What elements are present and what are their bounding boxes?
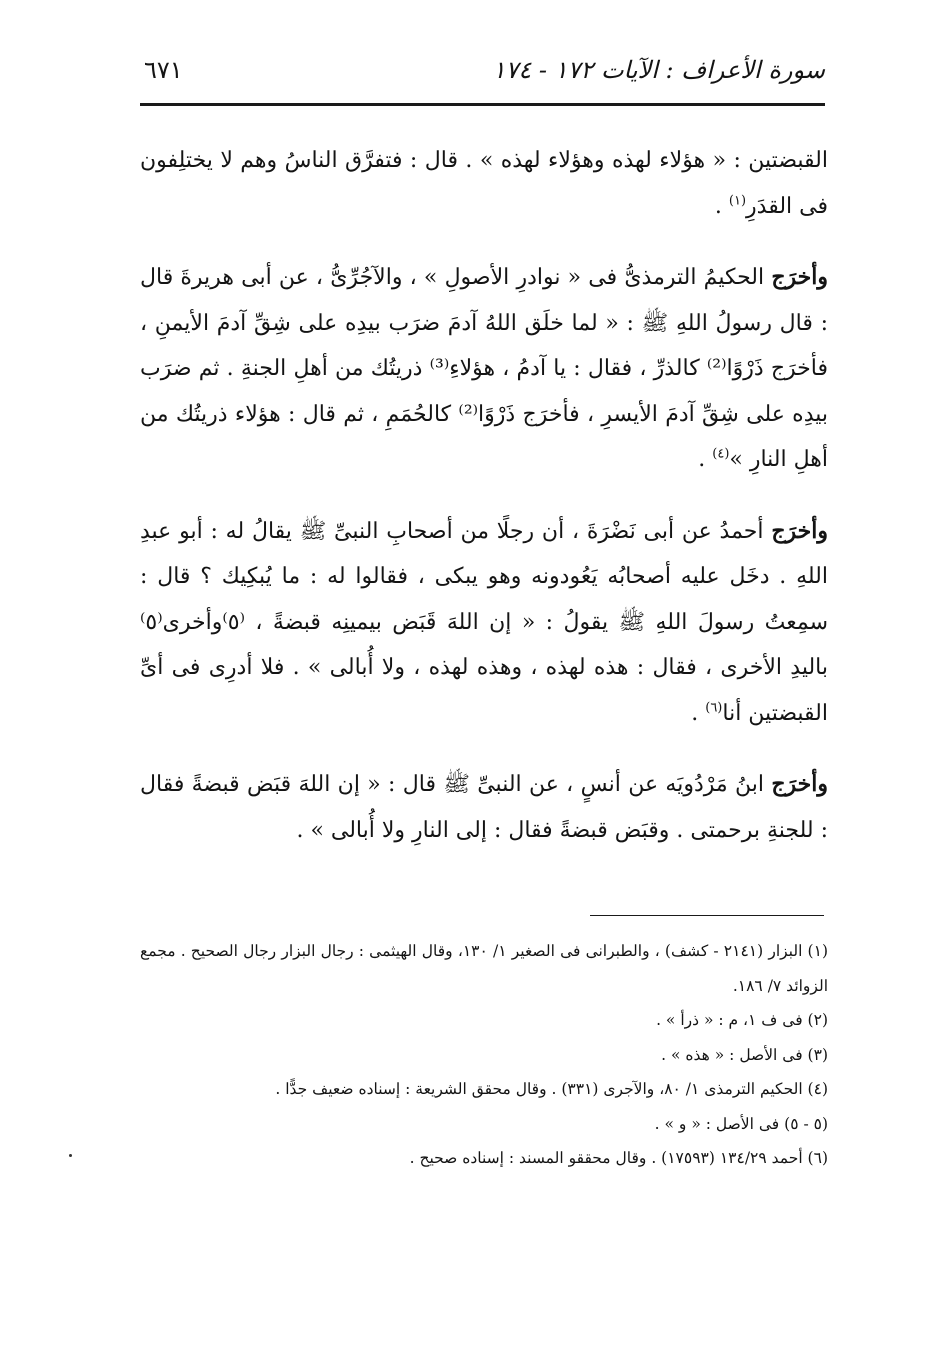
footnote-5: (٥ - ٥) فى الأصل : « و » . <box>654 1114 828 1133</box>
footnote-1: (١) البزار (٢١٤١ - كشف) ، والطبرانى فى الصغير ١/ ١٣٠، وقال الهيثمى : رجال البزار رجال الصحيح . مجمع الزوائد ٧/ ١٨٦. <box>140 942 828 995</box>
footnote-ref: (٦) <box>705 700 723 716</box>
scan-speck <box>69 1154 72 1157</box>
running-header <box>140 56 825 96</box>
paragraph-3: وأخرَج أحمدُ عن أبى نَضْرَةَ ، أن رجلًا من أصحابِ النبىِّ ﷺ يقالُ له : أبو عبدِ اللهِ . دخَل عليه أصحابُه يَعُودونه وهو يبكى ، فقالوا له : ما يُبكِيك ؟ قال : سمِعتُ رسولَ اللهِ ﷺ يقولُ : « إن اللهَ قَبَض بيمينِه قبضةً ، ⁽٥⁾وأخرى⁽٥⁾ باليدِ الأخرى ، فقال : هذه لهذه ، وهذه لهذه ، ولا أُبالى » . فلا أدرِى فى أىِّ القبضتين أنا$^{(٦)}$ . <box>140 517 829 726</box>
footnotes <box>140 934 828 1176</box>
footnote-ref: (٤) <box>712 446 730 462</box>
page-number: ٦٧١ <box>144 56 183 84</box>
footnote-6: (٦) أحمد ١٣٤/٢٩ (١٧٥٩٣) . وقال محققو المسند : إسناده صحيح . <box>409 1149 828 1167</box>
footnote-2: (٢) فى ف ١، م : « ذرأ » . <box>656 1011 828 1029</box>
paragraph-2: وأخرَج الحكيمُ الترمذىُّ فى « نوادرِ الأصولِ » ، والآجُرِّىُّ ، عن أبى هريرةَ قال : قال رسولُ اللهِ ﷺ : « لما خلَق اللهُ آدمَ ضرَب بيدِه على شِقِّ آدمَ الأيمنِ ، فأخرَج ذَرْوًا⁽²⁾ كالذرِّ ، فقال : يا آدمُ ، هؤلاءِ⁽³⁾ ذريتُك من أهلِ الجنةِ . ثم ضرَب بيدِه على شِقِّ آدمَ الأيسرِ ، فأخرَج ذَرْوًا⁽²⁾ كالحُمَمِ ، ثم قال : هؤلاء ذريتُك من أهلِ النارِ »$^{(٤)}$ . <box>140 264 829 472</box>
paragraph-text: الحكيمُ الترمذىُّ فى « نوادرِ الأصولِ » ، والآجُرِّىُّ ، عن أبى هريرةَ قال : قال رسولُ اللهِ ﷺ : « لما خلَق اللهُ آدمَ ضرَب بيدِه على شِقِّ آدمَ الأيمنِ ، فأخرَج ذَرْوًا⁽²⁾ كالذرِّ ، فقال : يا آدمُ ، هؤلاءِ⁽³⁾ ذريتُك من أهلِ الجنةِ . ثم ضرَب بيدِه على شِقِّ آدمَ الأيسرِ ، فأخرَج ذَرْوًا⁽²⁾ كالحُمَمِ ، ثم قال : هؤلاء ذريتُك من أهلِ النارِ » <box>140 265 829 472</box>
paragraph-lead: وأخرَج <box>771 517 828 544</box>
paragraph-1: القبضتين : « هؤلاء لهذه وهؤلاء لهذه » . قال : فتفرَّق الناسُ وهم لا يختلِفون فى القدَرِ$^{(١)}$ . <box>140 148 828 219</box>
paragraph-text: ابنُ مَرْدُويَه عن أنسٍ ، عن النبىِّ ﷺ قال : « إن اللهَ قبَض قبضةً فقال : للجنةِ برحمتى . وقبَض قبضةً فقال : إلى النارِ ولا أُبالى » . <box>140 772 828 843</box>
paragraph-text: أحمدُ عن أبى نَضْرَةَ ، أن رجلًا من أصحابِ النبىِّ ﷺ يقالُ له : أبو عبدِ اللهِ . دخَل عليه أصحابُه يَعُودونه وهو يبكى ، فقالوا له : ما يُبكِيك ؟ قال : سمِعتُ رسولَ اللهِ ﷺ يقولُ : « إن اللهَ قَبَض بيمينِه قبضةً ، ⁽٥⁾وأخرى⁽٥⁾ باليدِ الأخرى ، فقال : هذه لهذه ، وهذه لهذه ، ولا أُبالى » . فلا أدرِى فى أىِّ القبضتين أنا <box>140 518 829 726</box>
main-text <box>140 138 828 853</box>
paragraph-lead: وأخرَج <box>771 771 828 797</box>
paragraph-lead: وأخرَج <box>771 264 828 290</box>
paragraph-text: القبضتين : « هؤلاء لهذه وهؤلاء لهذه » . قال : فتفرَّق الناسُ وهم لا يختلِفون فى القدَرِ <box>140 148 828 219</box>
header-rule <box>140 103 825 106</box>
footnote-4: (٤) الحكيم الترمذى ١/ ٨٠، والآجرى (٣٣١) . وقال محقق الشريعة : إسناده ضعيف جدًّا . <box>275 1080 828 1098</box>
footnote-3: (٣) فى الأصل : « هذه » . <box>661 1045 828 1064</box>
footnote-ref: (١) <box>728 193 747 209</box>
header-title: سورة الأعراف : الآيات ١٧٢ - ١٧٤ <box>492 56 825 84</box>
paragraph-4 <box>140 762 828 853</box>
footnote-rule <box>590 915 824 916</box>
